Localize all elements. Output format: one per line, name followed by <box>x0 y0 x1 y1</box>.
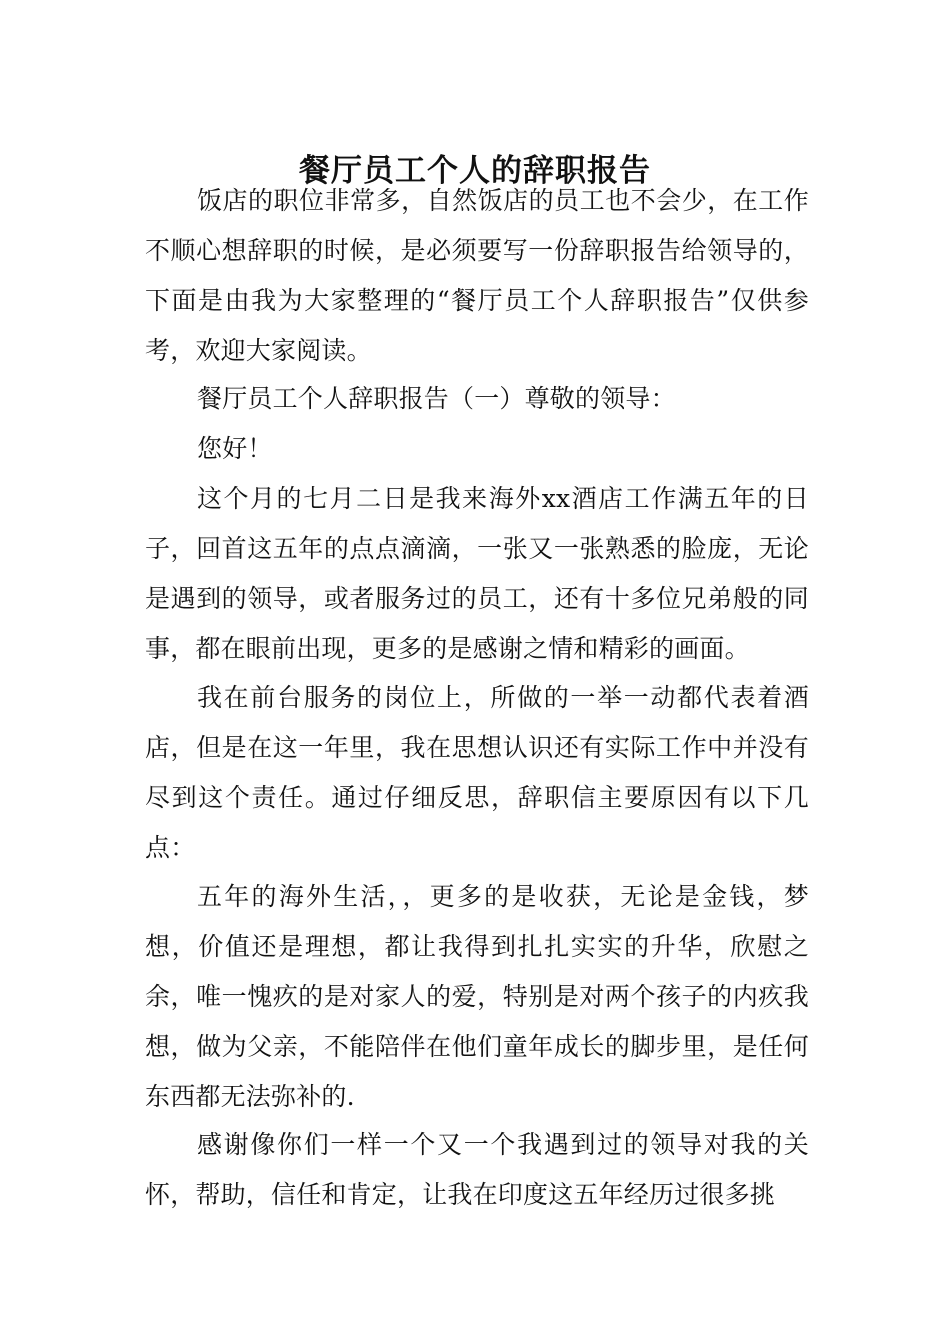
body-paragraph-anniversary: 这个月的七月二日是我来海外xx酒店工作满五年的日子，回首这五年的点点滴滴，一张又一张熟悉的脸庞，无论是遇到的领导，或者服务过的员工，还有十多位兄弟般的同事，都在眼前出现，更多的是感谢之情和精彩的画面。 <box>145 484 809 663</box>
document-title: 餐厅员工个人的辞职报告 <box>299 152 651 189</box>
intro-paragraph: 饭店的职位非常多，自然饭店的员工也不会少，在工作不顺心想辞职的时候，是必须要写一份辞职报告给领导的，下面是由我为大家整理的“餐厅员工个人辞职报告”仅供参考，欢迎大家阅读。 <box>145 186 809 365</box>
body-paragraph-thanks: 感谢像你们一样一个又一个我遇到过的领导对我的关怀，帮助，信任和肯定，让我在印度这五年经历过很多挑 <box>145 1130 809 1209</box>
report-heading-paragraph: 餐厅员工个人辞职报告（一）尊敬的领导： <box>197 384 676 413</box>
body-paragraph-front-desk: 我在前台服务的岗位上，所做的一举一动都代表着酒店，但是在这一年里，我在思想认识还有实际工作中并没有尽到这个责任。通过仔细反思，辞职信主要原因有以下几点： <box>145 683 809 862</box>
greeting-paragraph: 您好！ <box>197 434 273 463</box>
body-paragraph-family: 五年的海外生活，，更多的是收获，无论是金钱，梦想，价值还是理想，都让我得到扎扎实实的升华，欣慰之余，唯一愧疚的是对家人的爱，特别是对两个孩子的内疚我想，做为父亲，不能陪伴在他们童年成长的脚步里，是任何东西都无法弥补的. <box>145 882 809 1111</box>
